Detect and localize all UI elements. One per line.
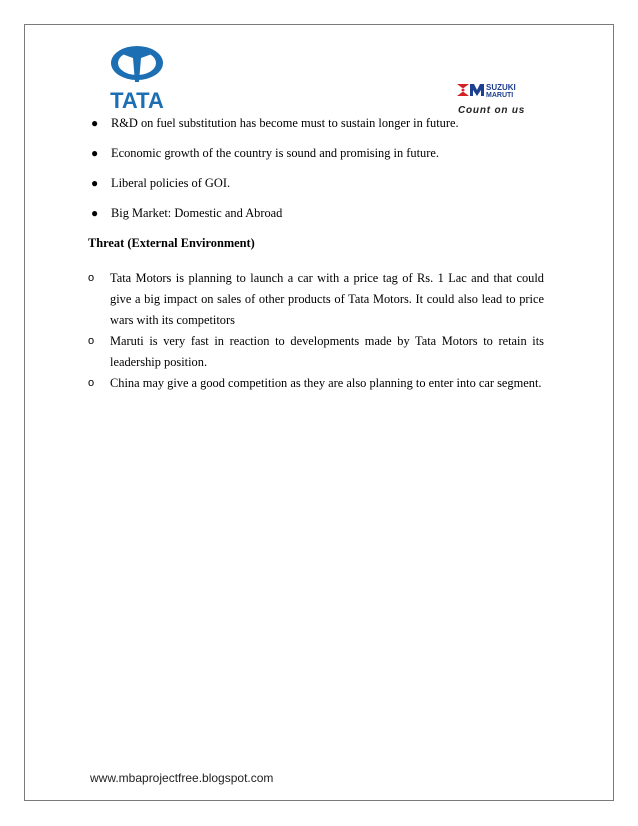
threat-heading: Threat (External Environment) xyxy=(88,236,255,250)
circle-bullet-icon: o xyxy=(88,335,95,347)
bullet-icon: ● xyxy=(91,206,99,220)
list-item-text: R&D on fuel substitution has become must to sustain longer in future. xyxy=(111,116,459,130)
list-item-text: Liberal policies of GOI. xyxy=(111,176,231,190)
footer-url: www.mbaprojectfree.blogspot.com xyxy=(90,771,274,785)
list-item xyxy=(88,116,459,131)
list-item-text: Big Market: Domestic and Abroad xyxy=(111,206,283,220)
circle-bullet-icon: o xyxy=(88,377,95,389)
suzuki-tagline: Count on us xyxy=(458,105,526,116)
list-item-text: Maruti is very fast in reaction to developments made by Tata Motors to retain its leadership position. xyxy=(110,334,544,369)
list-item xyxy=(88,146,459,161)
list-item-text: China may give a good competition as they are also planning to enter into car segment. xyxy=(110,376,542,390)
tata-logo xyxy=(100,44,175,112)
circle-bullet-icon: o xyxy=(88,272,95,284)
list-item xyxy=(88,331,544,373)
bullet-icon: ● xyxy=(91,146,99,160)
list-item xyxy=(88,373,544,394)
tata-logo-text: TATA xyxy=(110,88,164,112)
suzuki-text: SUZUKI xyxy=(486,83,516,92)
bullet-icon: ● xyxy=(91,176,99,190)
threats-list xyxy=(88,268,544,394)
suzuki-maruti-logo xyxy=(455,80,545,118)
list-item xyxy=(88,268,544,331)
strengths-list xyxy=(88,116,459,221)
list-item-text: Tata Motors is planning to launch a car with a price tag of Rs. 1 Lac and that could give a big impact on sales of other products of Tata Motors. It could also lead to price wars with its competitors xyxy=(110,271,544,327)
maruti-text: MARUTI xyxy=(486,92,514,99)
list-item xyxy=(88,176,459,191)
list-item-text: Economic growth of the country is sound and promising in future. xyxy=(111,146,439,160)
bullet-icon: ● xyxy=(91,116,99,130)
list-item xyxy=(88,206,459,221)
